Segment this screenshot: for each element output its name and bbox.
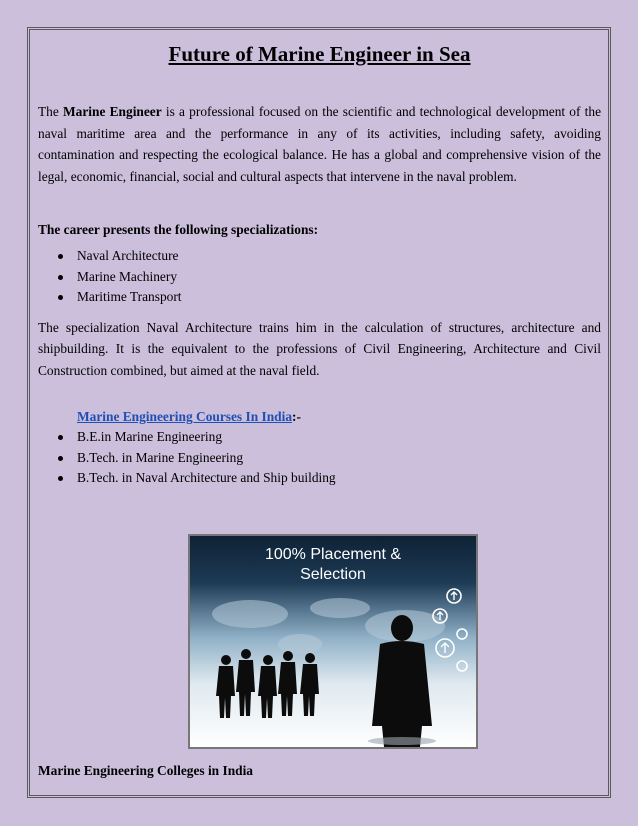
- naval-architecture-paragraph: The specialization Naval Architecture trains him in the calculation of structures, architecture and shipbuilding. It is the equivalent to the professions of Civil Engineering, Architecture and Civil Construction combined, but aimed at the naval field.: [38, 319, 601, 378]
- list-item: Maritime Transport: [38, 287, 601, 308]
- intro-text: is a professional focused on the scientific and technological development of the naval maritime area and the performance in any of its activities, including safety, avoiding contamination and respecting the ecological balance. He has a global and comprehensive vision of the legal, economic, financial, social and cultural aspects that intervene in the naval problem.: [38, 104, 602, 184]
- list-item: B.Tech. in Naval Architecture and Ship building: [38, 468, 601, 489]
- document-body: [38, 38, 601, 489]
- specializations-list: [38, 246, 601, 308]
- courses-link[interactable]: Marine Engineering Courses In India: [77, 409, 293, 424]
- page-title: Future of Marine Engineer in Sea: [168, 42, 471, 66]
- list-item: B.Tech. in Marine Engineering: [38, 448, 601, 469]
- list-item: Naval Architecture: [38, 246, 601, 267]
- list-item: Marine Machinery: [38, 267, 601, 288]
- courses-suffix: :-: [292, 409, 301, 424]
- intro-paragraph: [38, 101, 601, 187]
- list-item: B.E.in Marine Engineering: [38, 427, 601, 448]
- intro-prefix: The: [38, 104, 64, 119]
- courses-heading: [38, 406, 601, 427]
- intro-bold-term: Marine Engineer: [63, 104, 162, 119]
- banner-text-line1: 100% Placement &: [264, 546, 402, 563]
- specializations-heading: The career presents the following specializations:: [38, 222, 319, 237]
- courses-list: [38, 427, 601, 489]
- banner-text-line2: Selection: [300, 566, 366, 583]
- colleges-heading: Marine Engineering Colleges in India: [38, 763, 254, 778]
- placement-banner-image: [188, 534, 478, 749]
